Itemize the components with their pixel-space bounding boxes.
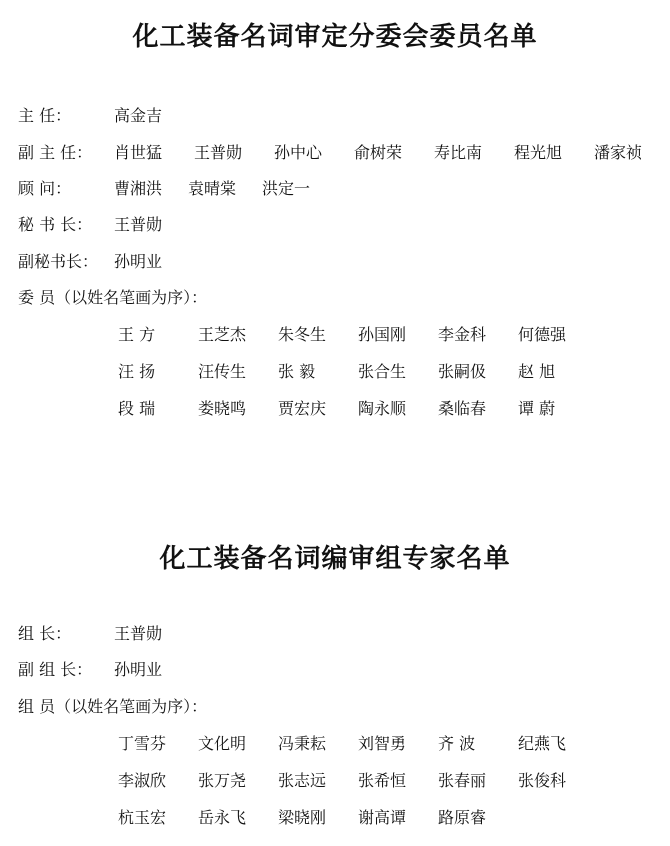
- expert-group-title: 化工装备名词编审组专家名单: [159, 544, 511, 574]
- leader-row: [18, 621, 162, 647]
- member-name: 朱冬生: [278, 325, 327, 344]
- expert-members-list: [118, 731, 598, 842]
- expert-name: 张春丽: [438, 771, 487, 790]
- member-name: 何德强: [518, 325, 567, 344]
- expert-name: 谢高谭: [358, 808, 407, 827]
- expert-name: 张希恒: [358, 771, 407, 790]
- secretary-general-name: 王普勋: [114, 215, 163, 234]
- deputy-leader-name: 孙明业: [114, 660, 163, 679]
- member-name: 汪 扬: [118, 362, 156, 381]
- vice-chair-name: 孙中心: [274, 143, 323, 162]
- member-name: 赵 旭: [518, 362, 556, 381]
- member-row: [118, 322, 598, 359]
- member-row: [118, 359, 598, 396]
- deputy-secretary-general-row: [18, 249, 162, 275]
- vice-chair-name: 寿比南: [434, 143, 483, 162]
- secretary-general-label: 秘 书 长：: [18, 215, 93, 234]
- expert-name: 梁晓刚: [278, 808, 327, 827]
- member-name: 贾宏庆: [278, 399, 327, 418]
- chair-row: [18, 103, 162, 129]
- member-name: 王 方: [118, 325, 156, 344]
- expert-name: 张万尧: [198, 771, 247, 790]
- leader-name: 王普勋: [114, 624, 163, 643]
- vice-chairs-row: [18, 140, 642, 166]
- advisors-row: [18, 176, 310, 202]
- secretary-general-row: [18, 212, 162, 238]
- committee-title: 化工装备名词审定分委会委员名单: [132, 22, 538, 52]
- advisors-label: 顾 问：: [18, 179, 72, 198]
- chair-label: 主 任：: [18, 106, 72, 125]
- vice-chair-name: 王普勋: [194, 143, 243, 162]
- deputy-secretary-general-name: 孙明业: [114, 252, 163, 271]
- advisor-name: 袁晴棠: [188, 179, 237, 198]
- member-name: 段 瑞: [118, 399, 156, 418]
- advisor-name: 曹湘洪: [114, 179, 163, 198]
- expert-name: 李淑欣: [118, 771, 167, 790]
- member-name: 王芝杰: [198, 325, 247, 344]
- expert-name: 丁雪芬: [118, 734, 167, 753]
- expert-row: [118, 731, 598, 768]
- committee-members-list: [118, 322, 598, 433]
- expert-name: 纪燕飞: [518, 734, 567, 753]
- group-members-heading: 组 员（以姓名笔画为序）：: [18, 697, 208, 716]
- chair-name: 高金吉: [114, 106, 163, 125]
- members-heading: 委 员（以姓名笔画为序）：: [18, 288, 208, 307]
- deputy-leader-row: [18, 657, 162, 683]
- leader-label: 组 长：: [18, 624, 72, 643]
- vice-chairs-label: 副 主 任：: [18, 143, 93, 162]
- member-name: 陶永顺: [358, 399, 407, 418]
- member-row: [118, 396, 598, 433]
- vice-chair-name: 肖世猛: [114, 143, 163, 162]
- expert-row: [118, 805, 598, 842]
- member-name: 桑临春: [438, 399, 487, 418]
- expert-name: 杭玉宏: [118, 808, 167, 827]
- expert-name: 路原睿: [438, 808, 487, 827]
- deputy-leader-label: 副 组 长：: [18, 660, 93, 679]
- expert-name: 岳永飞: [198, 808, 247, 827]
- expert-row: [118, 768, 598, 805]
- member-name: 张 毅: [278, 362, 316, 381]
- member-name: 娄晓鸣: [198, 399, 247, 418]
- expert-name: 冯秉耘: [278, 734, 327, 753]
- vice-chair-name: 程光旭: [514, 143, 563, 162]
- expert-name: 刘智勇: [358, 734, 407, 753]
- member-name: 孙国刚: [358, 325, 407, 344]
- member-name: 汪传生: [198, 362, 247, 381]
- member-name: 谭 蔚: [518, 399, 556, 418]
- member-name: 张合生: [358, 362, 407, 381]
- expert-name: 齐 波: [438, 734, 476, 753]
- vice-chair-name: 俞树荣: [354, 143, 403, 162]
- vice-chair-name: 潘家祯: [594, 143, 643, 162]
- member-name: 张嗣伋: [438, 362, 487, 381]
- expert-name: 张志远: [278, 771, 327, 790]
- member-name: 李金科: [438, 325, 487, 344]
- expert-name: 张俊科: [518, 771, 567, 790]
- advisor-name: 洪定一: [262, 179, 311, 198]
- deputy-secretary-general-label: 副秘书长：: [18, 252, 99, 271]
- expert-name: 文化明: [198, 734, 247, 753]
